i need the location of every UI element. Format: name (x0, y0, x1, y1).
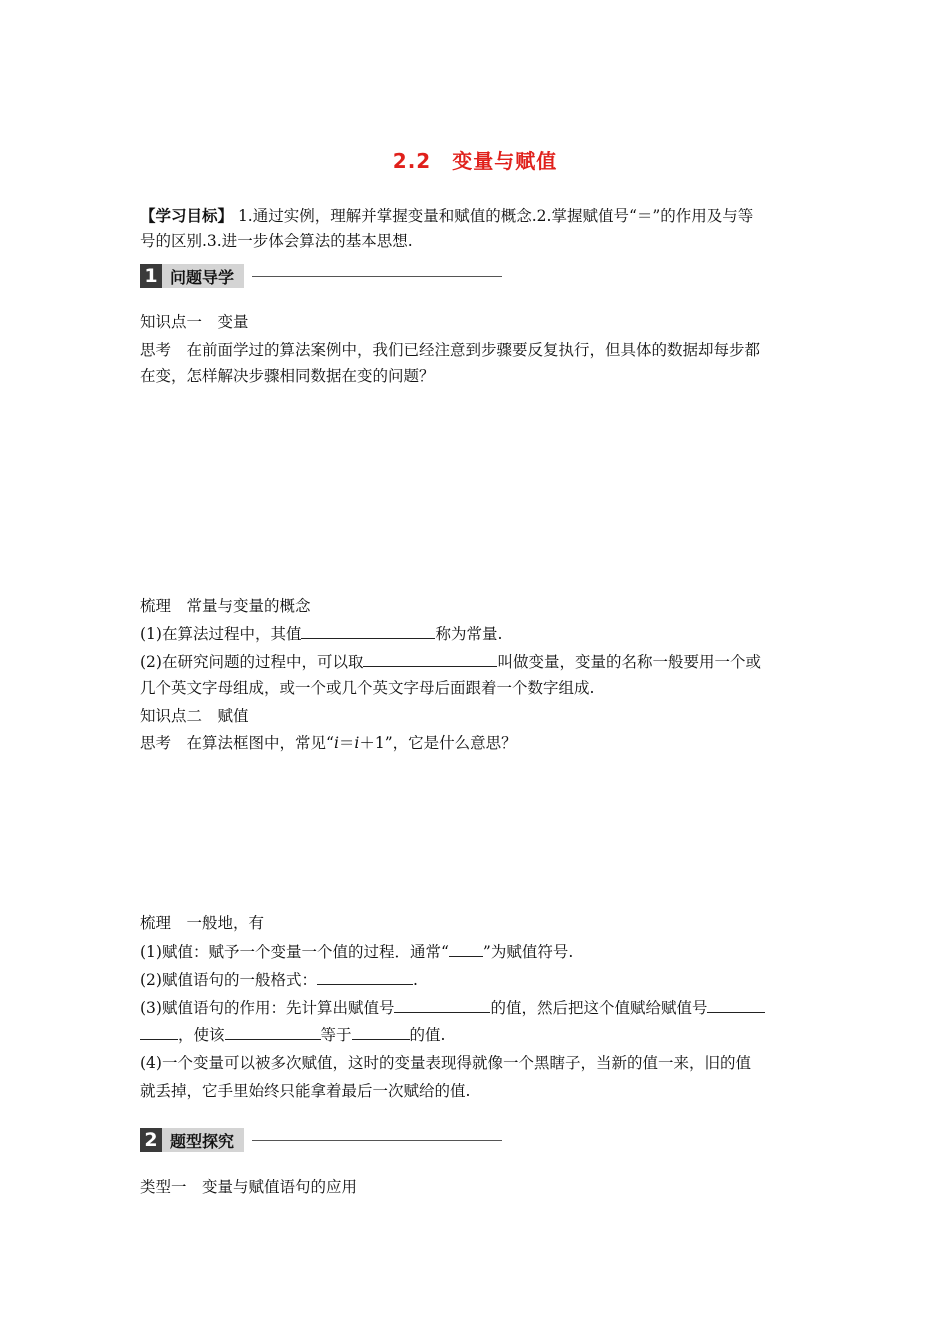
summary1-item-2-line-2: 几个英文字母组成，或一个或几个英文字母后面跟着一个数字组成. (140, 679, 595, 697)
section-title-1: 问题导学 (162, 264, 244, 288)
summary1-item-2: (2)在研究问题的过程中，可以取 叫做变量，变量的名称一般要用一个或 (140, 653, 761, 671)
section-header-1 (140, 264, 502, 288)
kp2-heading: 知识点二 赋值 (140, 707, 249, 725)
blank-variable-name (225, 1024, 321, 1040)
blank-variable (363, 651, 497, 667)
page-title: 2.2 变量与赋值 (392, 149, 558, 173)
summary2-item-3-line-2: ，使该 等于 的值. (140, 1024, 445, 1045)
section-rule-2 (252, 1140, 502, 1141)
summary2-heading: 梳理 一般地，有 (140, 914, 265, 932)
kp2-think: 思考 在算法框图中，常见“i＝i＋1”，它是什么意思？ (140, 734, 517, 752)
summary2-item-2: (2)赋值语句的一般格式： . (140, 971, 418, 989)
summary2-item-1: (1)赋值：赋予一个变量一个值的过程．通常“ ”为赋值符号. (140, 943, 574, 961)
blank-expression (352, 1024, 410, 1040)
section-header-2 (140, 1128, 502, 1152)
objectives-line-2: 号的区别.3.进一步体会算法的基本思想. (140, 232, 413, 250)
blank-right-side (394, 997, 490, 1013)
kp1-think-line-2: 在变，怎样解决步骤相同数据在变的问题？ (140, 367, 435, 385)
objectives-line-1 (140, 206, 753, 226)
section-rule-1 (252, 276, 502, 277)
kp1-think-line-1: 思考 在前面学过的算法案例中，我们已经注意到步骤要反复执行，但具体的数据却每步都 (140, 341, 761, 359)
section-title-2: 题型探究 (162, 1128, 244, 1152)
summary2-item-4-line-2: 就丢掉，它手里始终只能拿着最后一次赋给的值. (140, 1082, 471, 1100)
kp1-heading: 知识点一 变量 (140, 313, 249, 331)
blank-left-side-a (707, 997, 765, 1013)
summary1-item-1: (1)在算法过程中，其值 称为常量. (140, 625, 503, 643)
summary2-item-3: (3)赋值语句的作用：先计算出赋值号 的值，然后把这个值赋给赋值号 (140, 997, 765, 1018)
section-number-1: 1 (140, 264, 162, 288)
blank-constant (301, 623, 435, 639)
summary1-heading: 梳理 常量与变量的概念 (140, 597, 311, 615)
objectives-text-1: 1.通过实例，理解并掌握变量和赋值的概念.2.掌握赋值号“＝”的作用及与等 (233, 207, 754, 225)
blank-assign-symbol (449, 941, 483, 957)
objectives-label: 【学习目标】 (140, 206, 234, 225)
blank-left-side-b (140, 1024, 178, 1040)
summary2-item-4-line-1: (4)一个变量可以被多次赋值，这时的变量表现得就像一个黑瞎子，当新的值一来，旧的值 (140, 1054, 751, 1072)
type1-heading: 类型一 变量与赋值语句的应用 (140, 1178, 358, 1196)
section-number-2: 2 (140, 1128, 162, 1152)
blank-format (317, 969, 413, 985)
